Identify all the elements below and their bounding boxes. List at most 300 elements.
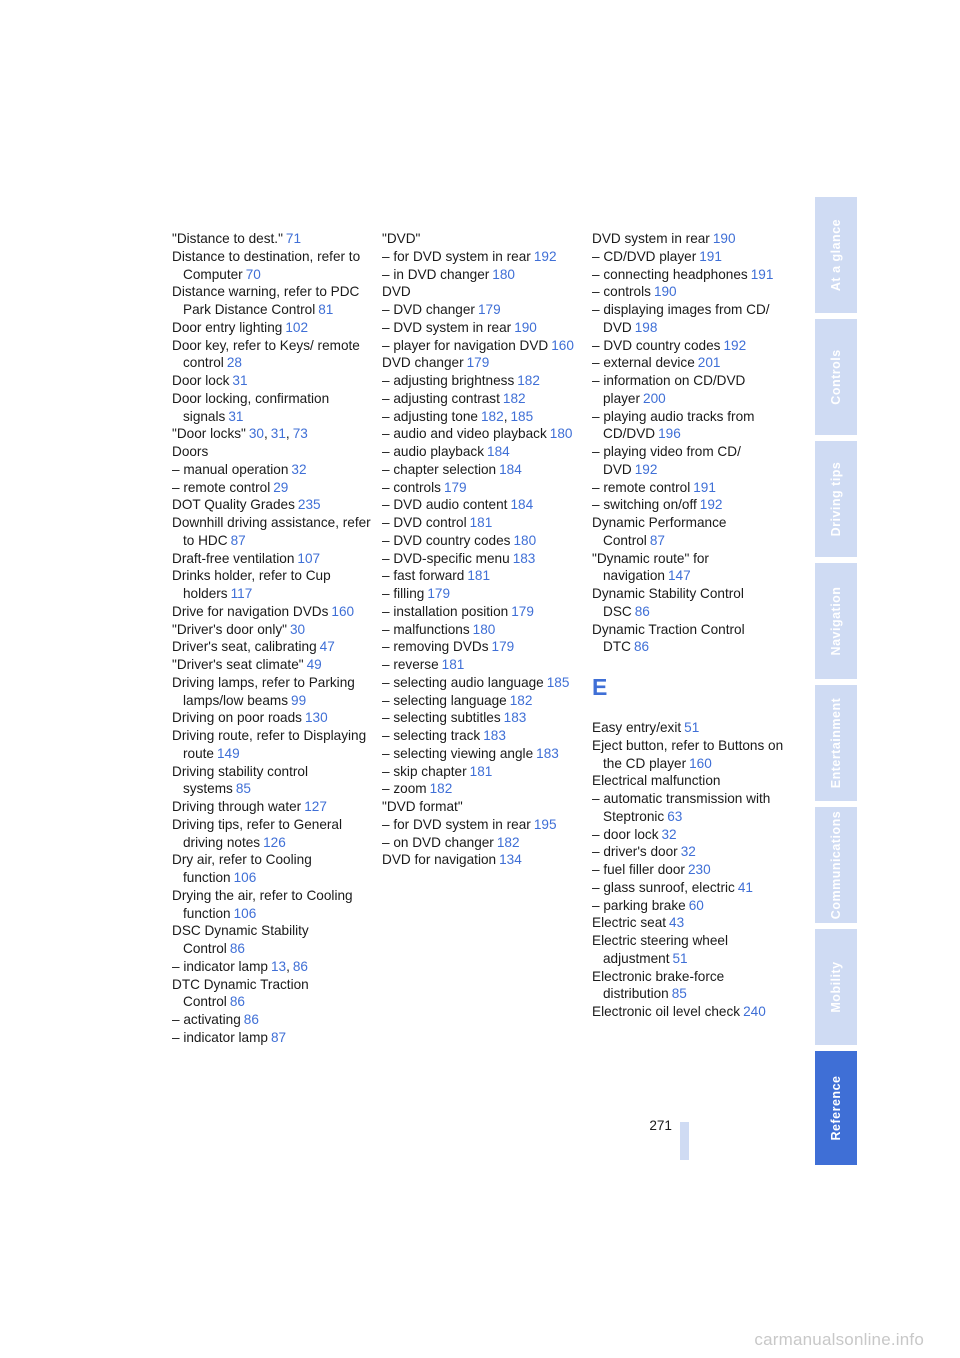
index-entry	[172, 479, 372, 497]
index-term: – installation position	[382, 603, 509, 619]
index-entry	[592, 479, 792, 497]
index-term: "Driver's door only"	[172, 621, 287, 637]
page-reference-link[interactable]: 60	[688, 897, 704, 913]
page-separator: ,	[503, 408, 508, 424]
page-reference-link[interactable]: 179	[427, 586, 451, 601]
index-entry	[382, 390, 582, 408]
index-term: – adjusting brightness	[382, 373, 515, 388]
index-term: – selecting audio language	[382, 674, 544, 690]
page-reference-link[interactable]: 32	[291, 461, 307, 477]
index-term: "DVD format"	[382, 799, 463, 814]
index-term: Electric steering wheel adjustment	[592, 933, 728, 966]
page-reference-link[interactable]: 183	[536, 745, 559, 761]
index-entry	[172, 763, 372, 799]
index-term: – parking brake	[592, 897, 686, 913]
page-reference-link[interactable]: 191	[693, 479, 716, 495]
page-reference-link[interactable]: 86	[633, 639, 650, 655]
page-reference-link[interactable]: 47	[319, 639, 335, 655]
page-reference-link[interactable]: 127	[304, 799, 327, 814]
index-entry	[382, 603, 582, 621]
index-entry	[382, 319, 582, 337]
index-entry	[382, 585, 582, 603]
index-entry	[172, 816, 372, 852]
index-term: Door lock	[172, 373, 230, 388]
index-entry	[382, 354, 582, 372]
page-reference-link[interactable]: 49	[306, 657, 322, 672]
page-reference-link[interactable]: 235	[297, 497, 321, 513]
index-entry	[592, 826, 792, 844]
index-entry	[592, 337, 792, 355]
index-term: Dynamic Performance Control	[592, 515, 727, 548]
page-reference-link[interactable]: 86	[292, 958, 308, 974]
index-term: – controls	[382, 479, 441, 495]
index-term: "DVD"	[382, 231, 421, 246]
index-entry	[592, 585, 792, 621]
index-term: Dynamic Traction Control DTC	[592, 621, 745, 655]
index-term: – zoom	[382, 781, 427, 797]
page-reference-link[interactable]: 180	[472, 621, 496, 637]
index-entry	[382, 443, 582, 461]
page-reference-link[interactable]: 160	[331, 603, 355, 619]
index-entry	[592, 932, 792, 968]
index-term: – for DVD system in rear	[382, 816, 531, 832]
index-term: – DVD-specific menu	[382, 550, 510, 566]
index-entry	[382, 461, 582, 479]
page-reference-link[interactable]: 179	[466, 355, 490, 371]
page-reference-link[interactable]: 87	[270, 1029, 287, 1045]
page-number: 271	[649, 1118, 672, 1133]
section-tab-sidebar	[815, 197, 857, 1171]
page-reference-link[interactable]: 107	[297, 550, 321, 566]
index-entry	[172, 550, 372, 568]
index-entry	[592, 1003, 792, 1021]
index-term: – selecting subtitles	[382, 710, 501, 726]
page-reference-link[interactable]: 181	[441, 657, 465, 672]
index-term: – CD/DVD player	[592, 248, 697, 264]
index-entry	[382, 816, 582, 834]
page-reference-link[interactable]: 106	[233, 870, 257, 885]
page-reference-link[interactable]: 134	[499, 852, 522, 868]
page-reference-link[interactable]: 63	[667, 808, 683, 824]
index-entry	[172, 372, 372, 390]
index-column-3	[592, 230, 792, 1021]
index-term: Door locking, confirmation signals	[172, 390, 330, 424]
index-entry	[592, 301, 792, 337]
page-reference-link[interactable]: 180	[549, 426, 573, 442]
index-term: – filling	[382, 586, 425, 601]
index-entry	[592, 914, 792, 932]
page-reference-link[interactable]: 184	[487, 444, 510, 459]
index-entry	[592, 230, 792, 248]
page-reference-link[interactable]: 190	[712, 231, 736, 246]
index-entry	[172, 390, 372, 426]
index-term: – selecting track	[382, 728, 481, 743]
index-entry	[382, 301, 582, 319]
index-term: – selecting language	[382, 692, 507, 708]
page-reference-link[interactable]: 41	[737, 879, 753, 895]
index-term: Driving through water	[172, 799, 302, 814]
index-term: Easy entry/exit	[592, 720, 682, 735]
index-term: Driving tips, refer to General driving notes	[172, 816, 342, 850]
index-term: – remote control	[172, 479, 271, 495]
page-reference-link[interactable]: 31	[270, 426, 286, 442]
letter-heading: E	[592, 674, 608, 700]
index-term: – fuel filler door	[592, 862, 685, 877]
section-tab-label: Communications	[829, 810, 843, 920]
page-reference-link[interactable]: 182	[429, 781, 453, 797]
page-reference-link[interactable]: 190	[514, 319, 537, 335]
index-entry	[172, 922, 372, 958]
page-reference-link[interactable]: 183	[512, 550, 536, 566]
index-entry	[172, 621, 372, 639]
index-term: Distance to destination, refer to Computer	[172, 248, 361, 282]
page-reference-link[interactable]: 147	[667, 568, 691, 584]
page-reference-link[interactable]: 182	[517, 373, 540, 388]
index-entry	[382, 763, 582, 781]
page-reference-link[interactable]: 29	[273, 479, 289, 495]
index-entry	[382, 248, 582, 266]
index-term: – on DVD changer	[382, 834, 494, 850]
page-reference-link[interactable]: 190	[653, 284, 677, 300]
section-tab-label: Entertainment	[829, 697, 843, 789]
index-entry	[592, 737, 792, 773]
index-term: – manual operation	[172, 461, 289, 477]
page-reference-link[interactable]: 192	[699, 497, 723, 513]
index-term: – indicator lamp	[172, 1029, 268, 1045]
index-entry	[382, 532, 582, 550]
page-reference-link[interactable]: 185	[546, 674, 570, 690]
index-entry	[592, 968, 792, 1004]
index-entry	[592, 861, 792, 879]
page-reference-link[interactable]: 30	[290, 621, 306, 637]
section-tab-navigation[interactable]	[815, 563, 857, 679]
index-term: – removing DVDs	[382, 639, 489, 655]
index-entry	[382, 621, 582, 639]
section-tab-controls[interactable]	[815, 319, 857, 435]
index-entry	[172, 674, 372, 710]
page-reference-link[interactable]: 181	[467, 568, 491, 584]
page-separator: ,	[264, 426, 268, 442]
page-reference-link[interactable]: 160	[689, 755, 712, 771]
index-term: DVD	[382, 284, 411, 300]
index-term: DTC Dynamic Traction Control	[172, 976, 309, 1010]
index-entry	[592, 266, 792, 284]
index-term: – DVD control	[382, 515, 467, 530]
index-entry	[172, 425, 372, 443]
index-entry	[382, 496, 582, 514]
index-term: Door entry lighting	[172, 319, 283, 335]
index-entry	[382, 727, 582, 745]
index-entry	[592, 496, 792, 514]
index-term: Dynamic Stability Control DSC	[592, 586, 744, 619]
page-reference-link[interactable]: 180	[513, 532, 537, 548]
page-reference-link[interactable]: 31	[232, 373, 248, 388]
section-tab-driving-tips[interactable]	[815, 441, 857, 557]
page-reference-link[interactable]: 81	[318, 302, 334, 317]
index-term: "Distance to dest."	[172, 231, 283, 246]
page-reference-link[interactable]: 130	[304, 710, 328, 726]
page-reference-link[interactable]: 51	[672, 950, 688, 966]
index-entry	[592, 372, 792, 408]
page-reference-link[interactable]: 184	[499, 461, 522, 477]
index-entry	[172, 283, 372, 319]
page-reference-link[interactable]: 43	[669, 915, 685, 931]
page-reference-link[interactable]: 32	[661, 826, 677, 842]
index-term: – selecting viewing angle	[382, 745, 534, 761]
index-term: – for DVD system in rear	[382, 248, 531, 264]
section-tab-label: Navigation	[829, 586, 843, 656]
page-reference-link[interactable]: 182	[496, 834, 520, 850]
section-tab-label: Driving tips	[829, 461, 843, 537]
index-entry	[382, 851, 582, 869]
index-entry	[382, 372, 582, 390]
index-entry	[382, 425, 582, 443]
index-term: "Door locks"	[172, 426, 246, 442]
index-entry	[172, 567, 372, 603]
index-term: – switching on/off	[592, 497, 697, 513]
index-entry	[172, 337, 372, 373]
index-term: – playing video from CD/ DVD	[592, 444, 741, 477]
section-tab-at-a-glance[interactable]	[815, 197, 857, 313]
page-separator: ,	[286, 958, 290, 974]
index-entry	[172, 851, 372, 887]
index-term: "Driver's seat climate"	[172, 657, 304, 672]
index-term: Doors	[172, 444, 209, 459]
page-reference-link[interactable]: 182	[481, 408, 504, 424]
page-reference-link[interactable]: 149	[216, 745, 240, 761]
index-entry	[172, 709, 372, 727]
page-reference-link[interactable]: 13	[270, 958, 287, 974]
page-reference-link[interactable]: 182	[502, 390, 526, 406]
page-reference-link[interactable]: 181	[469, 763, 493, 779]
page-reference-link[interactable]: 32	[680, 844, 696, 860]
index-term: Downhill driving assistance, refer to HDC	[172, 515, 371, 548]
watermark: carmanualsonline.info	[754, 1330, 924, 1349]
page-reference-link[interactable]: 183	[503, 710, 527, 726]
index-term: – adjusting contrast	[382, 390, 500, 406]
index-term: – in DVD changer	[382, 266, 490, 282]
page-reference-link[interactable]: 86	[229, 941, 245, 956]
section-tab-entertainment[interactable]	[815, 685, 857, 801]
page-reference-link[interactable]: 201	[697, 355, 721, 371]
page-reference-link[interactable]: 87	[649, 532, 665, 548]
page-separator: ,	[285, 426, 290, 442]
page-reference-link[interactable]: 51	[684, 720, 700, 735]
page-reference-link[interactable]: 184	[510, 497, 534, 513]
index-term: – driver's door	[592, 844, 678, 860]
index-entry	[382, 692, 582, 710]
index-term: Dry air, refer to Cooling function	[172, 852, 312, 885]
index-entry	[382, 230, 582, 248]
index-term: Draft-free ventilation	[172, 550, 295, 566]
index-entry	[592, 248, 792, 266]
index-entry	[382, 674, 582, 692]
page-reference-link[interactable]: 185	[510, 408, 534, 424]
index-entry	[382, 567, 582, 585]
index-term: – automatic transmission with Steptronic	[592, 791, 771, 824]
page-reference-link[interactable]: 86	[634, 603, 650, 619]
index-term: DVD changer	[382, 355, 464, 371]
index-term: – information on CD/DVD player	[592, 373, 746, 406]
index-term: DOT Quality Grades	[172, 497, 295, 513]
index-term: DVD system in rear	[592, 231, 710, 246]
index-entry	[172, 1029, 372, 1047]
index-term: – indicator lamp	[172, 958, 268, 974]
index-entry	[382, 709, 582, 727]
index-column-2	[382, 230, 582, 869]
page-reference-link[interactable]: 28	[226, 355, 242, 371]
index-term: Distance warning, refer to PDC Park Distance Control	[172, 284, 360, 317]
page-reference-link[interactable]: 85	[671, 986, 687, 1002]
page-number-bar	[680, 1122, 689, 1160]
page-reference-link[interactable]: 106	[233, 905, 257, 921]
index-entry	[172, 248, 372, 284]
index-entry	[172, 887, 372, 923]
page-reference-link[interactable]: 195	[533, 816, 557, 832]
page-reference-link[interactable]: 99	[291, 692, 307, 708]
index-term: – reverse	[382, 657, 439, 672]
index-term: – displaying images from CD/ DVD	[592, 302, 770, 335]
page-reference-link[interactable]: 230	[687, 862, 711, 877]
index-term: – remote control	[592, 479, 691, 495]
page-reference-link[interactable]: 86	[229, 994, 245, 1010]
page-reference-link[interactable]: 191	[699, 248, 722, 264]
index-term: – connecting headphones	[592, 266, 748, 282]
index-term: Driving stability control systems	[172, 763, 308, 797]
index-entry	[172, 656, 372, 674]
index-entry	[172, 1011, 372, 1029]
index-entry	[172, 496, 372, 514]
page-reference-link[interactable]: 102	[285, 319, 309, 335]
index-entry	[592, 283, 792, 301]
index-entry	[592, 897, 792, 915]
index-entry	[382, 745, 582, 763]
index-entry	[382, 656, 582, 674]
page-reference-link[interactable]: 182	[509, 692, 533, 708]
section-tab-label: Controls	[829, 349, 843, 405]
page-reference-link[interactable]: 240	[743, 1004, 766, 1019]
index-term: – external device	[592, 355, 695, 371]
page-reference-link[interactable]: 160	[551, 337, 574, 353]
index-entry	[172, 603, 372, 621]
index-term: Electrical malfunction	[592, 773, 721, 789]
index-term: – controls	[592, 284, 651, 300]
index-entry	[592, 514, 792, 550]
page-reference-link[interactable]: 198	[634, 319, 658, 335]
page-reference-link[interactable]: 70	[245, 266, 261, 282]
index-entry	[382, 337, 582, 355]
page-reference-link[interactable]: 179	[477, 302, 501, 317]
page-reference-link[interactable]: 192	[533, 248, 557, 264]
page-reference-link[interactable]: 192	[634, 461, 658, 477]
index-term: DVD for navigation	[382, 852, 497, 868]
page-reference-link[interactable]: 179	[491, 639, 515, 655]
index-entry	[382, 266, 582, 284]
index-entry	[592, 772, 792, 790]
index-entry	[172, 319, 372, 337]
section-tab-mobility[interactable]	[815, 929, 857, 1045]
index-term: Driving on poor roads	[172, 710, 302, 726]
index-entry	[172, 230, 372, 248]
index-term: – malfunctions	[382, 621, 470, 637]
page-reference-link[interactable]: 71	[285, 231, 302, 246]
index-entry	[592, 550, 792, 586]
section-tab-reference[interactable]	[815, 1051, 857, 1165]
index-term: – adjusting tone	[382, 408, 478, 424]
index-term: – DVD system in rear	[382, 319, 512, 335]
page-reference-link[interactable]: 31	[228, 408, 244, 424]
index-entry	[172, 976, 372, 1012]
index-entry	[592, 621, 792, 657]
page-reference-link[interactable]: 192	[723, 337, 747, 353]
section-tab-label: Mobility	[829, 961, 843, 1013]
page-reference-link[interactable]: 86	[243, 1012, 259, 1027]
index-entry	[172, 514, 372, 550]
page-reference-link[interactable]: 200	[643, 390, 666, 406]
index-entry	[382, 550, 582, 568]
index-term: Electric seat	[592, 915, 667, 931]
index-term: – door lock	[592, 826, 659, 842]
index-entry	[592, 843, 792, 861]
index-term: Electronic oil level check	[592, 1004, 741, 1019]
index-term: – DVD audio content	[382, 497, 508, 513]
index-entry	[592, 790, 792, 826]
index-entry	[172, 727, 372, 763]
page-reference-link[interactable]: 180	[492, 266, 515, 282]
page-reference-link[interactable]: 30	[248, 426, 264, 442]
index-term: – DVD country codes	[382, 532, 511, 548]
page-reference-link[interactable]: 183	[483, 728, 506, 743]
page-reference-link[interactable]: 87	[230, 532, 246, 548]
page-reference-link[interactable]: 126	[263, 834, 286, 850]
page-reference-link[interactable]: 191	[750, 266, 774, 282]
index-entry	[592, 719, 792, 737]
index-entry	[382, 514, 582, 532]
index-term: DSC Dynamic Stability Control	[172, 923, 309, 956]
index-term: Driver's seat, calibrating	[172, 639, 317, 655]
page-reference-link[interactable]: 85	[235, 781, 251, 797]
index-column-1	[172, 230, 372, 1047]
index-entry	[382, 834, 582, 852]
index-entry	[382, 283, 582, 301]
page-reference-link[interactable]: 117	[230, 586, 253, 601]
index-term: Driving route, refer to Displaying route	[172, 728, 367, 761]
section-tab-communications[interactable]	[815, 807, 857, 923]
page-reference-link[interactable]: 196	[658, 426, 681, 442]
index-term: – playing audio tracks from CD/DVD	[592, 408, 755, 442]
index-entry	[382, 408, 582, 426]
index-term: – audio playback	[382, 444, 485, 459]
section-tab-label: At a glance	[829, 218, 843, 292]
index-term: Electronic brake-force distribution	[592, 968, 725, 1002]
index-term: Driving lamps, refer to Parking lamps/low beams	[172, 674, 355, 708]
index-entry	[172, 638, 372, 656]
page-reference-link[interactable]: 181	[469, 515, 493, 530]
index-entry	[172, 958, 372, 976]
index-term: Eject button, refer to Buttons on the CD player	[592, 737, 784, 771]
page-reference-link[interactable]: 73	[292, 426, 308, 442]
page-reference-link[interactable]: 179	[443, 479, 467, 495]
index-entry	[172, 798, 372, 816]
page-reference-link[interactable]: 179	[511, 603, 534, 619]
index-term: – glass sunroof, electric	[592, 879, 735, 895]
index-entry	[382, 479, 582, 497]
index-entry	[172, 443, 372, 461]
index-term: – fast forward	[382, 568, 465, 584]
index-term: Drinks holder, refer to Cup holders	[172, 568, 331, 601]
index-entry	[382, 638, 582, 656]
index-term: – audio and video playback	[382, 426, 547, 442]
